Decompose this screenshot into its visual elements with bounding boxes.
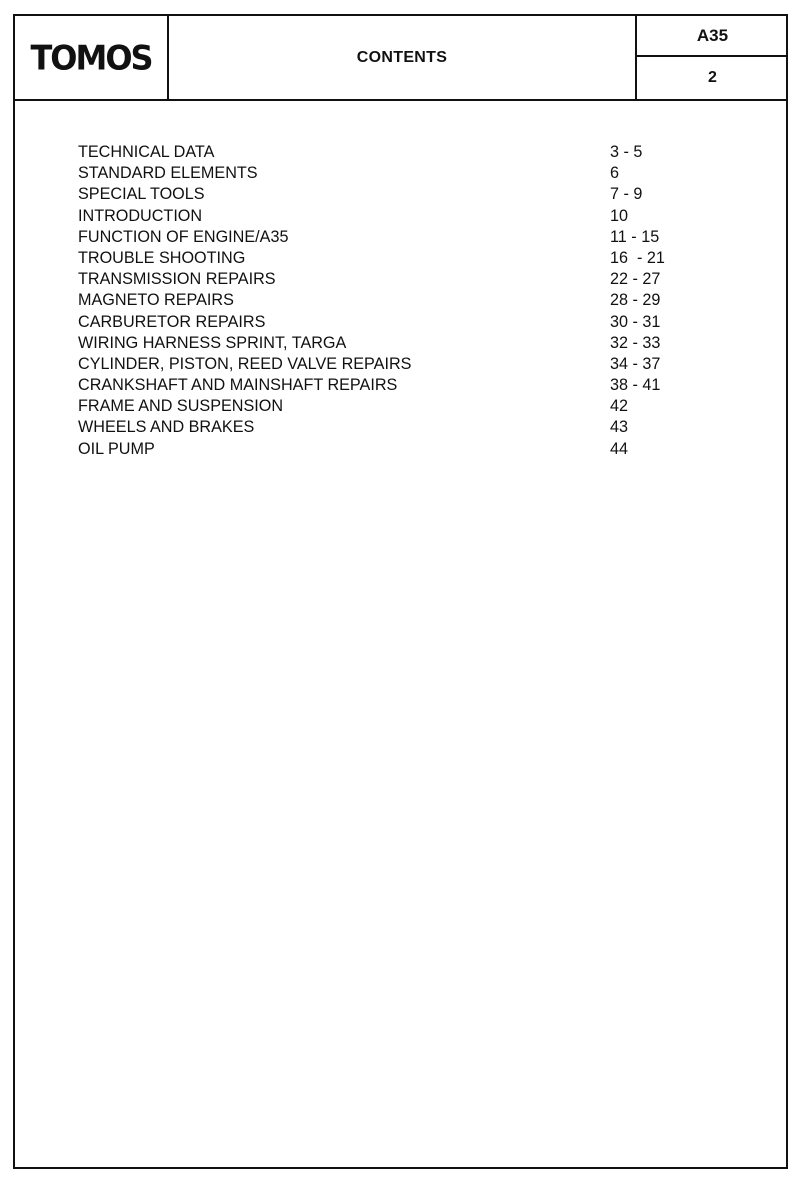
toc-row: [78, 417, 698, 438]
toc-row: [78, 269, 698, 290]
toc-row: [78, 142, 698, 163]
toc-row: [78, 375, 698, 396]
page-frame: [13, 14, 788, 1169]
toc-entry-pages: 34 - 37: [610, 354, 661, 373]
toc-row: [78, 396, 698, 417]
toc-entry-pages: 38 - 41: [610, 376, 661, 395]
toc-entry-pages: 22 - 27: [610, 270, 661, 289]
toc-entry-title: TECHNICAL DATA: [78, 143, 215, 161]
toc-entry-pages: 30 - 31: [610, 312, 661, 331]
toc-row: [78, 354, 698, 375]
table-of-contents: [78, 142, 698, 460]
toc-entry-pages: 11 - 15: [610, 227, 660, 246]
toc-entry-pages: 43: [610, 418, 629, 437]
toc-entry-title: TRANSMISSION REPAIRS: [78, 270, 276, 289]
reference-cell: [637, 16, 788, 99]
logo-cell: [15, 16, 169, 99]
toc-entry-pages: 32 - 33: [610, 333, 661, 352]
toc-row: [78, 248, 698, 269]
toc-entry-title: STANDARD ELEMENTS: [78, 164, 258, 183]
toc-entry-pages: 3 - 5: [610, 143, 643, 161]
toc-row: [78, 290, 698, 311]
toc-entry-title: OIL PUMP: [78, 439, 155, 458]
toc-entry-title: CRANKSHAFT AND MAINSHAFT REPAIRS: [78, 376, 398, 395]
toc-row: [78, 206, 698, 227]
toc-row: [78, 163, 698, 184]
toc-entry-title: WHEELS AND BRAKES: [78, 418, 255, 437]
toc-entry-title: CYLINDER, PISTON, REED VALVE REPAIRS: [78, 354, 412, 373]
toc-entry-title: WIRING HARNESS SPRINT, TARGA: [78, 333, 347, 352]
toc-entry-pages: 28 - 29: [610, 291, 661, 310]
toc-entry-pages: 6: [610, 164, 620, 183]
toc-entry-pages: 7 - 9: [610, 185, 643, 204]
toc-entry-title: FUNCTION OF ENGINE/A35: [78, 227, 289, 246]
tomos-logo: TOMOS: [30, 37, 152, 78]
toc-row: [78, 333, 698, 354]
toc-row: [78, 184, 698, 205]
toc-entry-title: TROUBLE SHOOTING: [78, 248, 246, 267]
toc-entry-pages: 10: [610, 206, 629, 225]
page-number: 2: [708, 69, 717, 86]
model-code: A35: [637, 16, 788, 57]
title-cell: [169, 16, 637, 99]
header-block: [15, 16, 786, 101]
toc-entry-title: MAGNETO REPAIRS: [78, 291, 234, 310]
toc-row: [78, 312, 698, 333]
toc-entry-title: INTRODUCTION: [78, 206, 203, 225]
page-title: CONTENTS: [356, 48, 448, 66]
toc-entry-pages: 44: [610, 439, 629, 458]
toc-row: [78, 439, 698, 460]
toc-entry-title: FRAME AND SUSPENSION: [78, 397, 284, 416]
toc-entry-title: SPECIAL TOOLS: [78, 185, 205, 204]
toc-entry-title: CARBURETOR REPAIRS: [78, 312, 266, 331]
toc-entry-pages: 42: [610, 397, 629, 416]
toc-entry-pages: 16 - 21: [610, 248, 665, 267]
toc-row: [78, 227, 698, 248]
